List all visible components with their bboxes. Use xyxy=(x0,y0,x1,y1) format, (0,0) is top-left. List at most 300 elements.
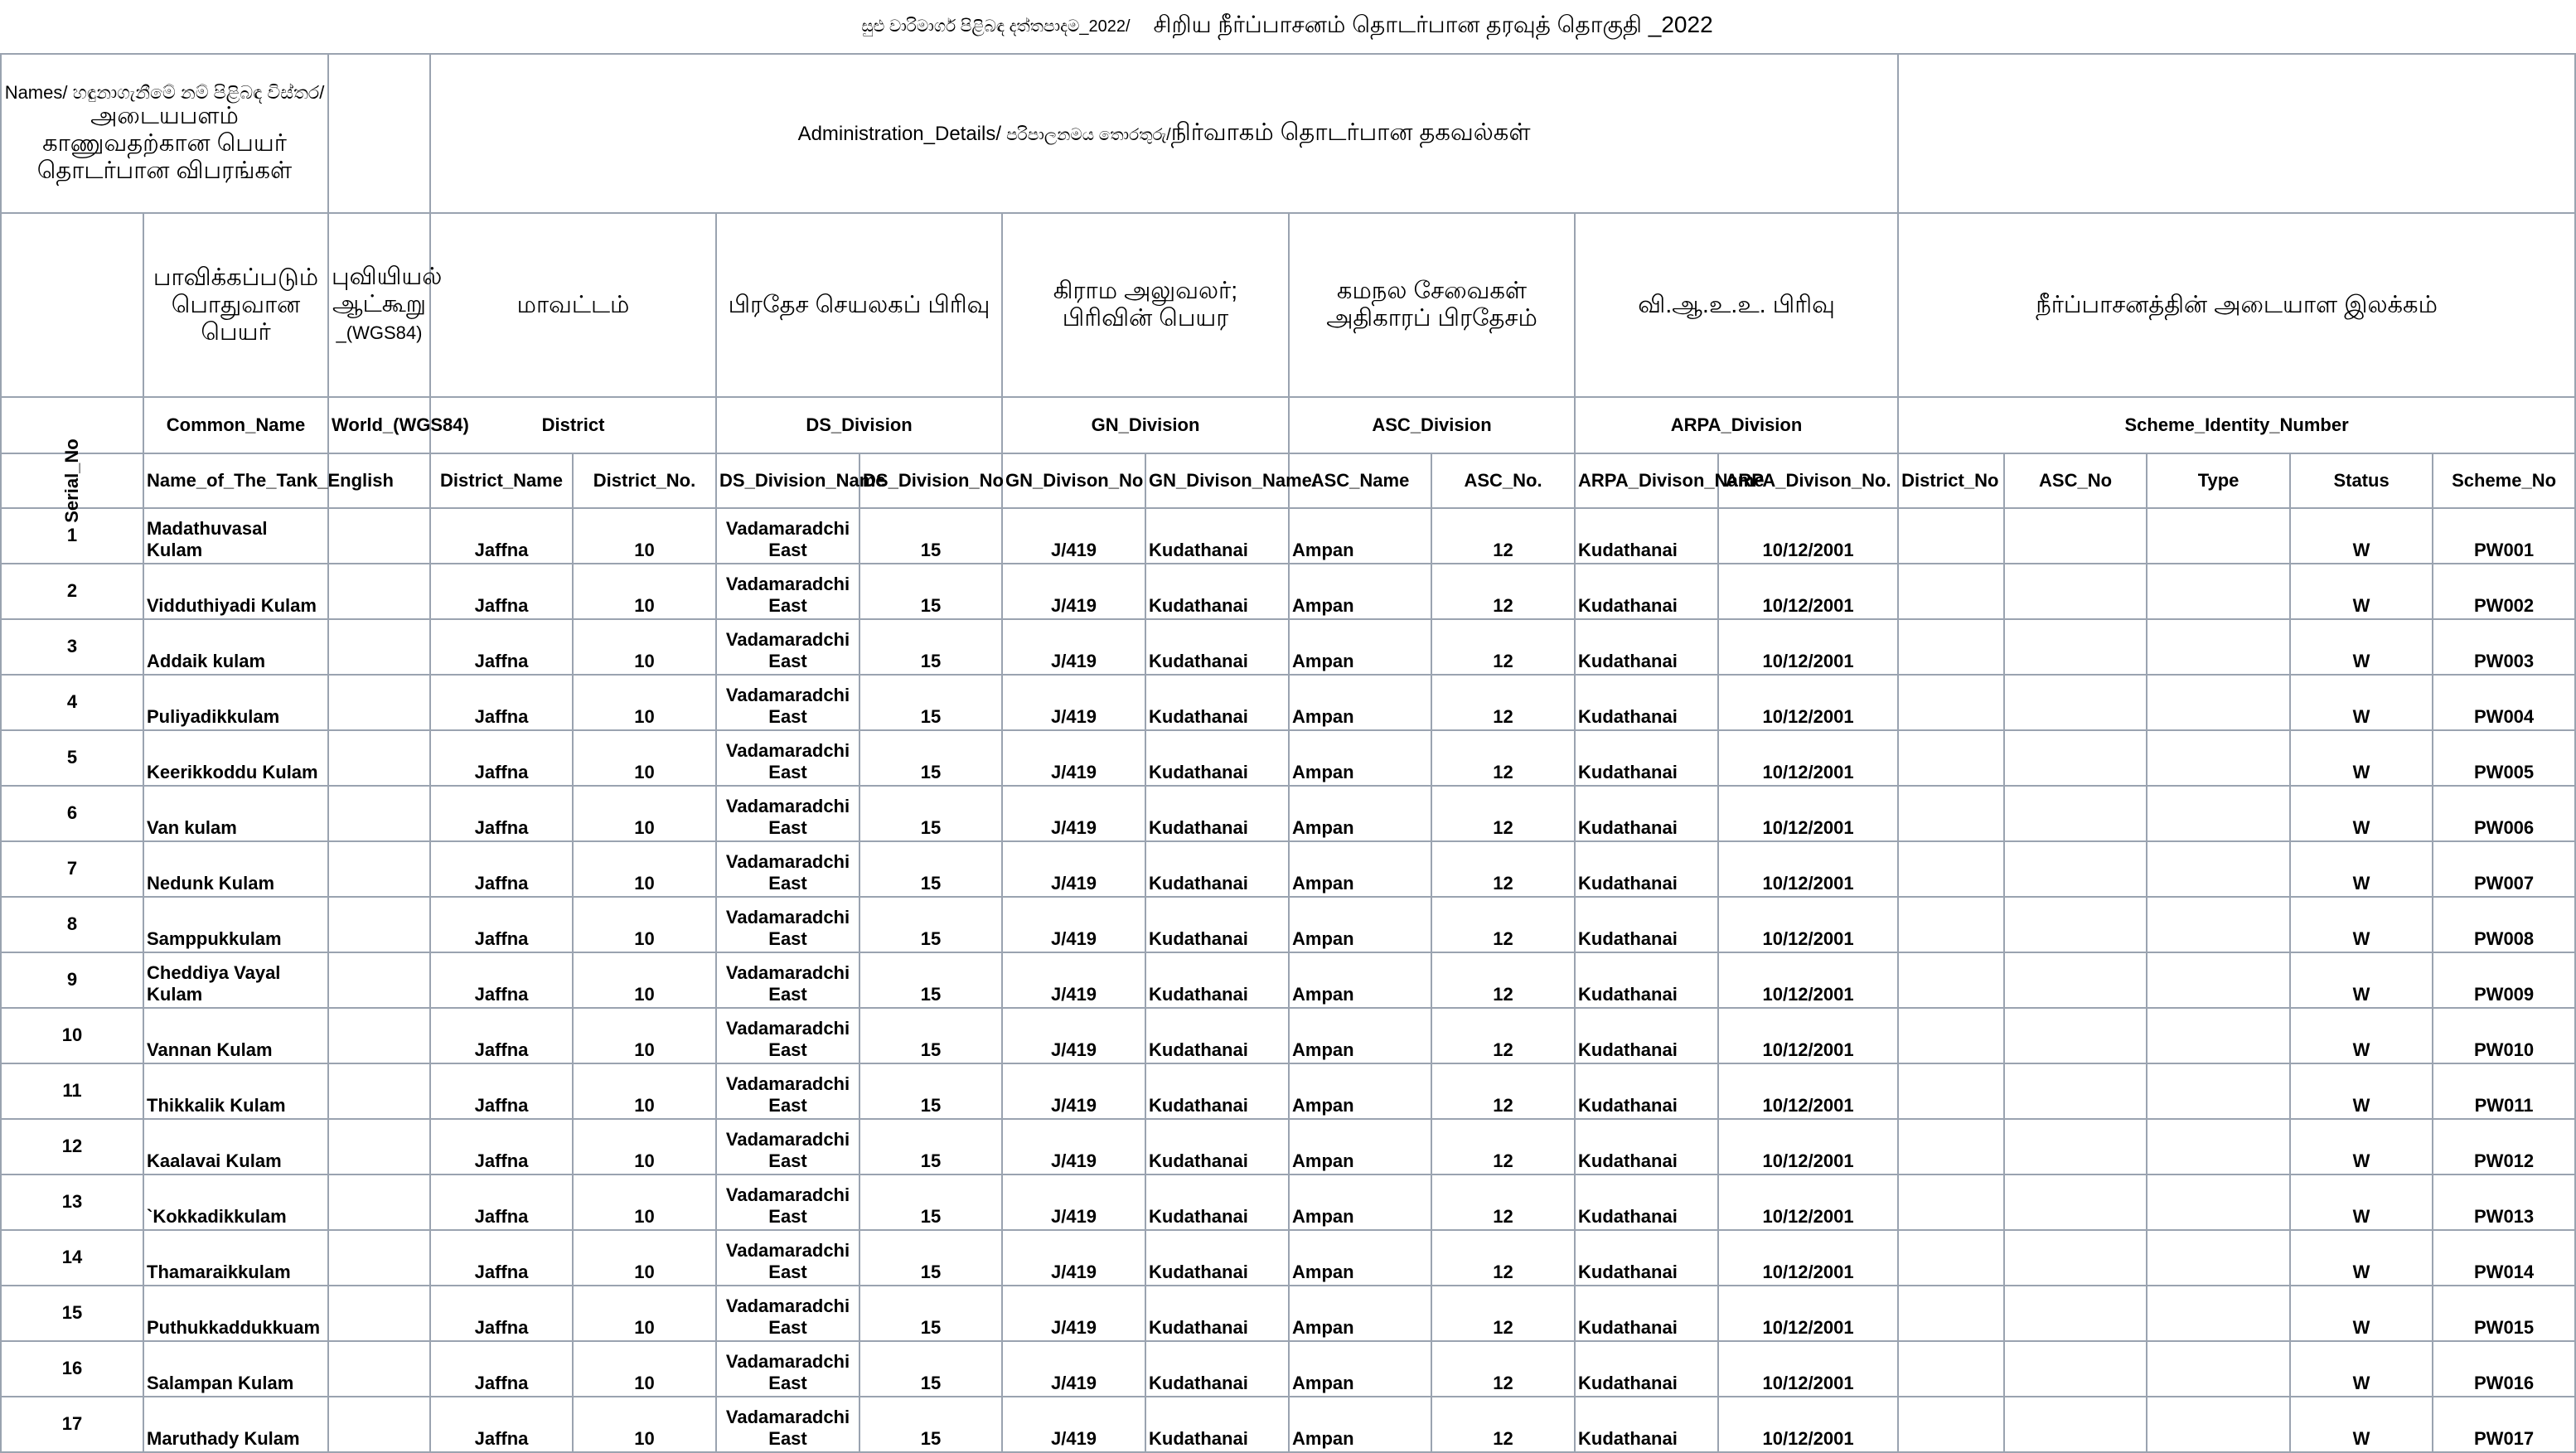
cell-scheme-no: PW011 xyxy=(2433,1063,2575,1119)
cell-arpa-name: Kudathanai xyxy=(1575,1397,1718,1452)
cell-arpa-name: Kudathanai xyxy=(1575,1286,1718,1341)
admin-header-ta: நிர்வாகம் தொடர்பான தகவல்கள் xyxy=(1170,119,1531,146)
table-row xyxy=(1,619,2575,675)
cell-scheme-no: PW013 xyxy=(2433,1175,2575,1230)
cell-arpa-no: 10/12/2001 xyxy=(1718,1230,1898,1286)
cell-arpa-no: 10/12/2001 xyxy=(1718,1286,1898,1341)
cell-arpa-name: Kudathanai xyxy=(1575,619,1718,675)
cell-serial: 17 xyxy=(1,1397,143,1452)
table-row xyxy=(1,564,2575,619)
cell-serial: 7 xyxy=(1,841,143,897)
cell-world xyxy=(328,952,430,1008)
cell-scheme-no: PW004 xyxy=(2433,675,2575,730)
cell-scheme-district xyxy=(1898,508,2004,564)
cell-tank-name: Kaalavai Kulam xyxy=(143,1119,328,1175)
cell-scheme-asc xyxy=(2004,1230,2147,1286)
cell-tank-name: Madathuvasal Kulam xyxy=(143,508,328,564)
cell-ds-no: 15 xyxy=(859,1008,1002,1063)
cell-gn-no: J/419 xyxy=(1002,1397,1145,1452)
cell-serial: 2 xyxy=(1,564,143,619)
title-sinhala: සුළු වාරිමාර්ග පිළිබඳ දත්තපාදම_2022/ xyxy=(861,17,1131,36)
cell-ds-name: Vadamaradchi East xyxy=(716,1341,859,1397)
cell-serial: 13 xyxy=(1,1175,143,1230)
cell-district-name: Jaffna xyxy=(430,1119,573,1175)
cell-asc-no: 12 xyxy=(1431,730,1575,786)
cell-scheme-status: W xyxy=(2290,675,2433,730)
cell-ds-no: 15 xyxy=(859,619,1002,675)
col-scheme-asc: ASC_No xyxy=(2004,453,2147,508)
district-group: District xyxy=(430,397,716,453)
col-serial xyxy=(1,438,143,523)
cell-scheme-asc xyxy=(2004,897,2147,952)
cell-ds-no: 15 xyxy=(859,841,1002,897)
cell-arpa-name: Kudathanai xyxy=(1575,1008,1718,1063)
admin-header-en: Administration_Details/ xyxy=(797,122,1002,145)
cell-asc-name: Ampan xyxy=(1289,619,1431,675)
cell-serial: 11 xyxy=(1,1063,143,1119)
cell-asc-name: Ampan xyxy=(1289,564,1431,619)
table-row xyxy=(1,786,2575,841)
cell-gn-no: J/419 xyxy=(1002,508,1145,564)
cell-scheme-district xyxy=(1898,1008,2004,1063)
table-row xyxy=(1,952,2575,1008)
cell-gn-name: Kudathanai xyxy=(1145,1286,1289,1341)
cell-ds-name: Vadamaradchi East xyxy=(716,1286,859,1341)
cell-gn-no: J/419 xyxy=(1002,1175,1145,1230)
serial-tamil-cell xyxy=(1,213,143,397)
cell-tank-name: Van kulam xyxy=(143,786,328,841)
cell-scheme-district xyxy=(1898,952,2004,1008)
cell-asc-no: 12 xyxy=(1431,1341,1575,1397)
cell-scheme-status: W xyxy=(2290,730,2433,786)
cell-gn-no: J/419 xyxy=(1002,1341,1145,1397)
cell-world xyxy=(328,1119,430,1175)
cell-scheme-type xyxy=(2147,730,2290,786)
ds-group: DS_Division xyxy=(716,397,1002,453)
cell-asc-name: Ampan xyxy=(1289,730,1431,786)
cell-scheme-status: W xyxy=(2290,952,2433,1008)
col-gn-name: GN_Divison_Name. xyxy=(1145,453,1289,508)
admin-group-header xyxy=(430,54,1898,213)
cell-ds-name: Vadamaradchi East xyxy=(716,1175,859,1230)
cell-asc-no: 12 xyxy=(1431,1397,1575,1452)
cell-district-no: 10 xyxy=(573,952,716,1008)
world-tamil-label: புவியியல் ஆட்கூறு xyxy=(332,264,443,317)
cell-scheme-status: W xyxy=(2290,1397,2433,1452)
cell-ds-name: Vadamaradchi East xyxy=(716,1008,859,1063)
cell-tank-name: `Kokkadikkulam xyxy=(143,1175,328,1230)
cell-gn-name: Kudathanai xyxy=(1145,841,1289,897)
table-row xyxy=(1,1063,2575,1119)
cell-tank-name: Thamaraikkulam xyxy=(143,1230,328,1286)
cell-arpa-name: Kudathanai xyxy=(1575,841,1718,897)
cell-arpa-no: 10/12/2001 xyxy=(1718,619,1898,675)
cell-world xyxy=(328,841,430,897)
cell-scheme-district xyxy=(1898,1063,2004,1119)
cell-district-no: 10 xyxy=(573,1063,716,1119)
cell-scheme-type xyxy=(2147,1119,2290,1175)
cell-scheme-status: W xyxy=(2290,508,2433,564)
cell-gn-name: Kudathanai xyxy=(1145,1341,1289,1397)
cell-scheme-asc xyxy=(2004,786,2147,841)
cell-scheme-no: PW015 xyxy=(2433,1286,2575,1341)
cell-gn-no: J/419 xyxy=(1002,786,1145,841)
cell-asc-name: Ampan xyxy=(1289,1286,1431,1341)
table-row xyxy=(1,730,2575,786)
cell-ds-name: Vadamaradchi East xyxy=(716,841,859,897)
cell-world xyxy=(328,1063,430,1119)
cell-district-no: 10 xyxy=(573,1397,716,1452)
cell-scheme-type xyxy=(2147,564,2290,619)
cell-ds-no: 15 xyxy=(859,897,1002,952)
cell-arpa-name: Kudathanai xyxy=(1575,1175,1718,1230)
cell-scheme-asc xyxy=(2004,952,2147,1008)
cell-asc-no: 12 xyxy=(1431,1175,1575,1230)
cell-gn-name: Kudathanai xyxy=(1145,619,1289,675)
cell-scheme-no: PW016 xyxy=(2433,1341,2575,1397)
cell-gn-name: Kudathanai xyxy=(1145,730,1289,786)
cell-world xyxy=(328,1397,430,1452)
cell-gn-no: J/419 xyxy=(1002,897,1145,952)
cell-ds-no: 15 xyxy=(859,1175,1002,1230)
cell-asc-no: 12 xyxy=(1431,1230,1575,1286)
cell-gn-no: J/419 xyxy=(1002,1063,1145,1119)
gn-group: GN_Division xyxy=(1002,397,1289,453)
col-scheme-no: Scheme_No xyxy=(2433,453,2575,508)
cell-arpa-name: Kudathanai xyxy=(1575,952,1718,1008)
cell-asc-no: 12 xyxy=(1431,675,1575,730)
cell-district-no: 10 xyxy=(573,1341,716,1397)
cell-ds-name: Vadamaradchi East xyxy=(716,675,859,730)
common-name-tamil: பாவிக்கப்படும் பொதுவான பெயர் xyxy=(143,213,328,397)
cell-asc-name: Ampan xyxy=(1289,952,1431,1008)
cell-tank-name: Thikkalik Kulam xyxy=(143,1063,328,1119)
cell-scheme-status: W xyxy=(2290,1008,2433,1063)
cell-scheme-district xyxy=(1898,1341,2004,1397)
cell-tank-name: Maruthady Kulam xyxy=(143,1397,328,1452)
cell-ds-no: 15 xyxy=(859,952,1002,1008)
cell-district-name: Jaffna xyxy=(430,619,573,675)
asc-tamil: கமநல சேவைகள் அதிகாரப் பிரதேசம் xyxy=(1289,213,1575,397)
col-gn-no: GN_Divison_No xyxy=(1002,453,1145,508)
cell-district-no: 10 xyxy=(573,841,716,897)
cell-scheme-no: PW012 xyxy=(2433,1119,2575,1175)
cell-arpa-no: 10/12/2001 xyxy=(1718,952,1898,1008)
cell-scheme-type xyxy=(2147,786,2290,841)
col-district-name: District_Name xyxy=(430,453,573,508)
cell-scheme-no: PW010 xyxy=(2433,1008,2575,1063)
arpa-tamil: வி.ஆ.உ.உ. பிரிவு xyxy=(1575,213,1898,397)
table-row xyxy=(1,1008,2575,1063)
cell-arpa-name: Kudathanai xyxy=(1575,786,1718,841)
cell-scheme-type xyxy=(2147,675,2290,730)
cell-world xyxy=(328,1175,430,1230)
cell-scheme-asc xyxy=(2004,1397,2147,1452)
cell-scheme-asc xyxy=(2004,1008,2147,1063)
cell-world xyxy=(328,897,430,952)
table-row xyxy=(1,1397,2575,1452)
col-scheme-status: Status xyxy=(2290,453,2433,508)
cell-tank-name: Puthukkaddukkuam xyxy=(143,1286,328,1341)
cell-arpa-name: Kudathanai xyxy=(1575,675,1718,730)
cell-district-no: 10 xyxy=(573,1119,716,1175)
cell-gn-no: J/419 xyxy=(1002,675,1145,730)
cell-arpa-name: Kudathanai xyxy=(1575,897,1718,952)
cell-arpa-no: 10/12/2001 xyxy=(1718,1341,1898,1397)
cell-arpa-name: Kudathanai xyxy=(1575,1341,1718,1397)
cell-serial: 5 xyxy=(1,730,143,786)
cell-scheme-asc xyxy=(2004,1286,2147,1341)
cell-arpa-no: 10/12/2001 xyxy=(1718,897,1898,952)
cell-asc-no: 12 xyxy=(1431,564,1575,619)
cell-asc-name: Ampan xyxy=(1289,508,1431,564)
cell-scheme-status: W xyxy=(2290,1230,2433,1286)
names-header-ta: அடையபளம் காணுவதற்கான பெயர் தொடர்பான விபரங்கள் xyxy=(36,102,293,184)
cell-ds-name: Vadamaradchi East xyxy=(716,897,859,952)
cell-arpa-no: 10/12/2001 xyxy=(1718,841,1898,897)
cell-scheme-type xyxy=(2147,1397,2290,1452)
cell-district-no: 10 xyxy=(573,1008,716,1063)
gn-tamil: கிராம அலுவலர்; பிரிவின் பெயர xyxy=(1002,213,1289,397)
cell-scheme-asc xyxy=(2004,564,2147,619)
cell-district-name: Jaffna xyxy=(430,952,573,1008)
cell-tank-name: Cheddiya Vayal Kulam xyxy=(143,952,328,1008)
cell-ds-no: 15 xyxy=(859,675,1002,730)
sheet-title xyxy=(0,0,2574,55)
scheme-group: Scheme_Identity_Number xyxy=(1898,397,2575,453)
cell-scheme-type xyxy=(2147,619,2290,675)
cell-scheme-type xyxy=(2147,1175,2290,1230)
table-row xyxy=(1,897,2575,952)
cell-asc-no: 12 xyxy=(1431,1008,1575,1063)
cell-ds-name: Vadamaradchi East xyxy=(716,1397,859,1452)
cell-world xyxy=(328,786,430,841)
cell-world xyxy=(328,564,430,619)
data-table xyxy=(0,53,2576,1453)
title-tamil: சிறிய நீர்ப்பாசனம் தொடர்பான தரவுத் தொகுதி _2022 xyxy=(1153,12,1713,37)
cell-scheme-no: PW014 xyxy=(2433,1230,2575,1286)
cell-arpa-name: Kudathanai xyxy=(1575,1119,1718,1175)
cell-scheme-asc xyxy=(2004,1175,2147,1230)
cell-serial: 15 xyxy=(1,1286,143,1341)
cell-arpa-no: 10/12/2001 xyxy=(1718,1175,1898,1230)
names-header-si: හඳුනාගැනීමේ නම් පිළිබඳ විස්තර/ xyxy=(72,81,325,103)
cell-scheme-type xyxy=(2147,1341,2290,1397)
names-group-header xyxy=(1,54,328,213)
cell-scheme-status: W xyxy=(2290,619,2433,675)
cell-gn-no: J/419 xyxy=(1002,730,1145,786)
district-tamil: மாவட்டம் xyxy=(430,213,716,397)
cell-tank-name: Salampan Kulam xyxy=(143,1341,328,1397)
cell-arpa-no: 10/12/2001 xyxy=(1718,1119,1898,1175)
cell-world xyxy=(328,730,430,786)
cell-scheme-type xyxy=(2147,1286,2290,1341)
cell-serial: 10 xyxy=(1,1008,143,1063)
cell-tank-name: Samppukkulam xyxy=(143,897,328,952)
cell-gn-name: Kudathanai xyxy=(1145,1175,1289,1230)
cell-district-name: Jaffna xyxy=(430,1286,573,1341)
cell-scheme-asc xyxy=(2004,508,2147,564)
col-asc-name: ASC_Name xyxy=(1289,453,1431,508)
cell-gn-no: J/419 xyxy=(1002,841,1145,897)
cell-asc-no: 12 xyxy=(1431,841,1575,897)
cell-asc-no: 12 xyxy=(1431,786,1575,841)
cell-gn-no: J/419 xyxy=(1002,564,1145,619)
world-tamil-sub: _(WGS84) xyxy=(336,322,423,343)
cell-scheme-district xyxy=(1898,1175,2004,1230)
cell-arpa-name: Kudathanai xyxy=(1575,564,1718,619)
cell-scheme-status: W xyxy=(2290,1119,2433,1175)
table-row xyxy=(1,1175,2575,1230)
cell-tank-name: Nedunk Kulam xyxy=(143,841,328,897)
cell-asc-name: Ampan xyxy=(1289,786,1431,841)
cell-ds-no: 15 xyxy=(859,786,1002,841)
cell-scheme-asc xyxy=(2004,841,2147,897)
cell-serial: 4 xyxy=(1,675,143,730)
cell-world xyxy=(328,1230,430,1286)
scheme-tamil: நீர்ப்பாசனத்தின் அடையாள இலக்கம் xyxy=(1898,213,2575,397)
cell-arpa-no: 10/12/2001 xyxy=(1718,1008,1898,1063)
cell-district-name: Jaffna xyxy=(430,841,573,897)
cell-tank-name: Vannan Kulam xyxy=(143,1008,328,1063)
cell-scheme-no: PW007 xyxy=(2433,841,2575,897)
cell-district-name: Jaffna xyxy=(430,1230,573,1286)
cell-scheme-district xyxy=(1898,1230,2004,1286)
cell-district-no: 10 xyxy=(573,1175,716,1230)
cell-asc-no: 12 xyxy=(1431,1119,1575,1175)
cell-scheme-asc xyxy=(2004,1063,2147,1119)
scheme-top-cell xyxy=(1898,54,2575,213)
cell-district-name: Jaffna xyxy=(430,1063,573,1119)
cell-scheme-asc xyxy=(2004,675,2147,730)
cell-world xyxy=(328,675,430,730)
cell-asc-no: 12 xyxy=(1431,897,1575,952)
cell-scheme-type xyxy=(2147,952,2290,1008)
cell-scheme-asc xyxy=(2004,1341,2147,1397)
cell-scheme-district xyxy=(1898,897,2004,952)
cell-serial: 12 xyxy=(1,1119,143,1175)
cell-scheme-no: PW001 xyxy=(2433,508,2575,564)
cell-scheme-type xyxy=(2147,1008,2290,1063)
cell-scheme-status: W xyxy=(2290,1063,2433,1119)
cell-scheme-asc xyxy=(2004,619,2147,675)
cell-ds-no: 15 xyxy=(859,1119,1002,1175)
cell-ds-no: 15 xyxy=(859,1286,1002,1341)
col-scheme-district: District_No xyxy=(1898,453,2004,508)
cell-district-no: 10 xyxy=(573,508,716,564)
cell-scheme-district xyxy=(1898,730,2004,786)
cell-ds-name: Vadamaradchi East xyxy=(716,730,859,786)
cell-asc-name: Ampan xyxy=(1289,1119,1431,1175)
cell-gn-name: Kudathanai xyxy=(1145,1008,1289,1063)
cell-district-name: Jaffna xyxy=(430,564,573,619)
cell-asc-name: Ampan xyxy=(1289,1063,1431,1119)
cell-arpa-no: 10/12/2001 xyxy=(1718,786,1898,841)
cell-ds-name: Vadamaradchi East xyxy=(716,1063,859,1119)
col-tank-name: Name_of_The_Tank_English xyxy=(143,453,328,508)
cell-gn-no: J/419 xyxy=(1002,619,1145,675)
cell-serial: 1 xyxy=(1,508,143,564)
cell-ds-no: 15 xyxy=(859,1230,1002,1286)
cell-scheme-no: PW006 xyxy=(2433,786,2575,841)
cell-scheme-district xyxy=(1898,619,2004,675)
cell-world xyxy=(328,1008,430,1063)
cell-scheme-district xyxy=(1898,675,2004,730)
cell-scheme-type xyxy=(2147,1063,2290,1119)
cell-district-no: 10 xyxy=(573,1230,716,1286)
col-ds-no: DS_Division_No xyxy=(859,453,1002,508)
cell-district-name: Jaffna xyxy=(430,1175,573,1230)
cell-district-name: Jaffna xyxy=(430,897,573,952)
cell-district-name: Jaffna xyxy=(430,1397,573,1452)
cell-tank-name: Keerikkoddu Kulam xyxy=(143,730,328,786)
cell-district-name: Jaffna xyxy=(430,786,573,841)
cell-gn-name: Kudathanai xyxy=(1145,786,1289,841)
cell-arpa-no: 10/12/2001 xyxy=(1718,1397,1898,1452)
cell-district-name: Jaffna xyxy=(430,508,573,564)
cell-district-no: 10 xyxy=(573,897,716,952)
cell-serial: 9 xyxy=(1,952,143,1008)
arpa-group: ARPA_Division xyxy=(1575,397,1898,453)
cell-scheme-type xyxy=(2147,508,2290,564)
col-scheme-type: Type xyxy=(2147,453,2290,508)
cell-district-no: 10 xyxy=(573,1286,716,1341)
cell-district-no: 10 xyxy=(573,730,716,786)
cell-asc-no: 12 xyxy=(1431,952,1575,1008)
table-row xyxy=(1,1286,2575,1341)
cell-tank-name: Addaik kulam xyxy=(143,619,328,675)
cell-scheme-no: PW009 xyxy=(2433,952,2575,1008)
cell-gn-no: J/419 xyxy=(1002,1008,1145,1063)
cell-arpa-name: Kudathanai xyxy=(1575,1230,1718,1286)
cell-scheme-asc xyxy=(2004,730,2147,786)
cell-tank-name: Puliyadikkulam xyxy=(143,675,328,730)
cell-ds-name: Vadamaradchi East xyxy=(716,508,859,564)
cell-asc-name: Ampan xyxy=(1289,1175,1431,1230)
names-header-en: Names/ xyxy=(4,81,68,103)
cell-scheme-status: W xyxy=(2290,1175,2433,1230)
cell-scheme-district xyxy=(1898,1286,2004,1341)
cell-scheme-no: PW017 xyxy=(2433,1397,2575,1452)
cell-asc-no: 12 xyxy=(1431,508,1575,564)
cell-district-no: 10 xyxy=(573,786,716,841)
cell-gn-no: J/419 xyxy=(1002,1286,1145,1341)
cell-serial: 8 xyxy=(1,897,143,952)
cell-scheme-status: W xyxy=(2290,897,2433,952)
cell-district-no: 10 xyxy=(573,619,716,675)
cell-ds-name: Vadamaradchi East xyxy=(716,1119,859,1175)
cell-gn-no: J/419 xyxy=(1002,952,1145,1008)
table-row xyxy=(1,1230,2575,1286)
cell-scheme-status: W xyxy=(2290,1286,2433,1341)
ds-tamil: பிரதேச செயலகப் பிரிவு xyxy=(716,213,1002,397)
cell-arpa-no: 10/12/2001 xyxy=(1718,508,1898,564)
cell-asc-no: 12 xyxy=(1431,619,1575,675)
cell-ds-no: 15 xyxy=(859,508,1002,564)
cell-scheme-district xyxy=(1898,1397,2004,1452)
cell-asc-name: Ampan xyxy=(1289,1230,1431,1286)
common-name-group: Common_Name xyxy=(143,397,328,453)
cell-ds-name: Vadamaradchi East xyxy=(716,564,859,619)
cell-world xyxy=(328,1341,430,1397)
world-top-cell xyxy=(328,54,430,213)
table-row xyxy=(1,675,2575,730)
table-row xyxy=(1,1119,2575,1175)
cell-world xyxy=(328,1286,430,1341)
cell-asc-no: 12 xyxy=(1431,1286,1575,1341)
cell-scheme-district xyxy=(1898,564,2004,619)
cell-world xyxy=(328,619,430,675)
